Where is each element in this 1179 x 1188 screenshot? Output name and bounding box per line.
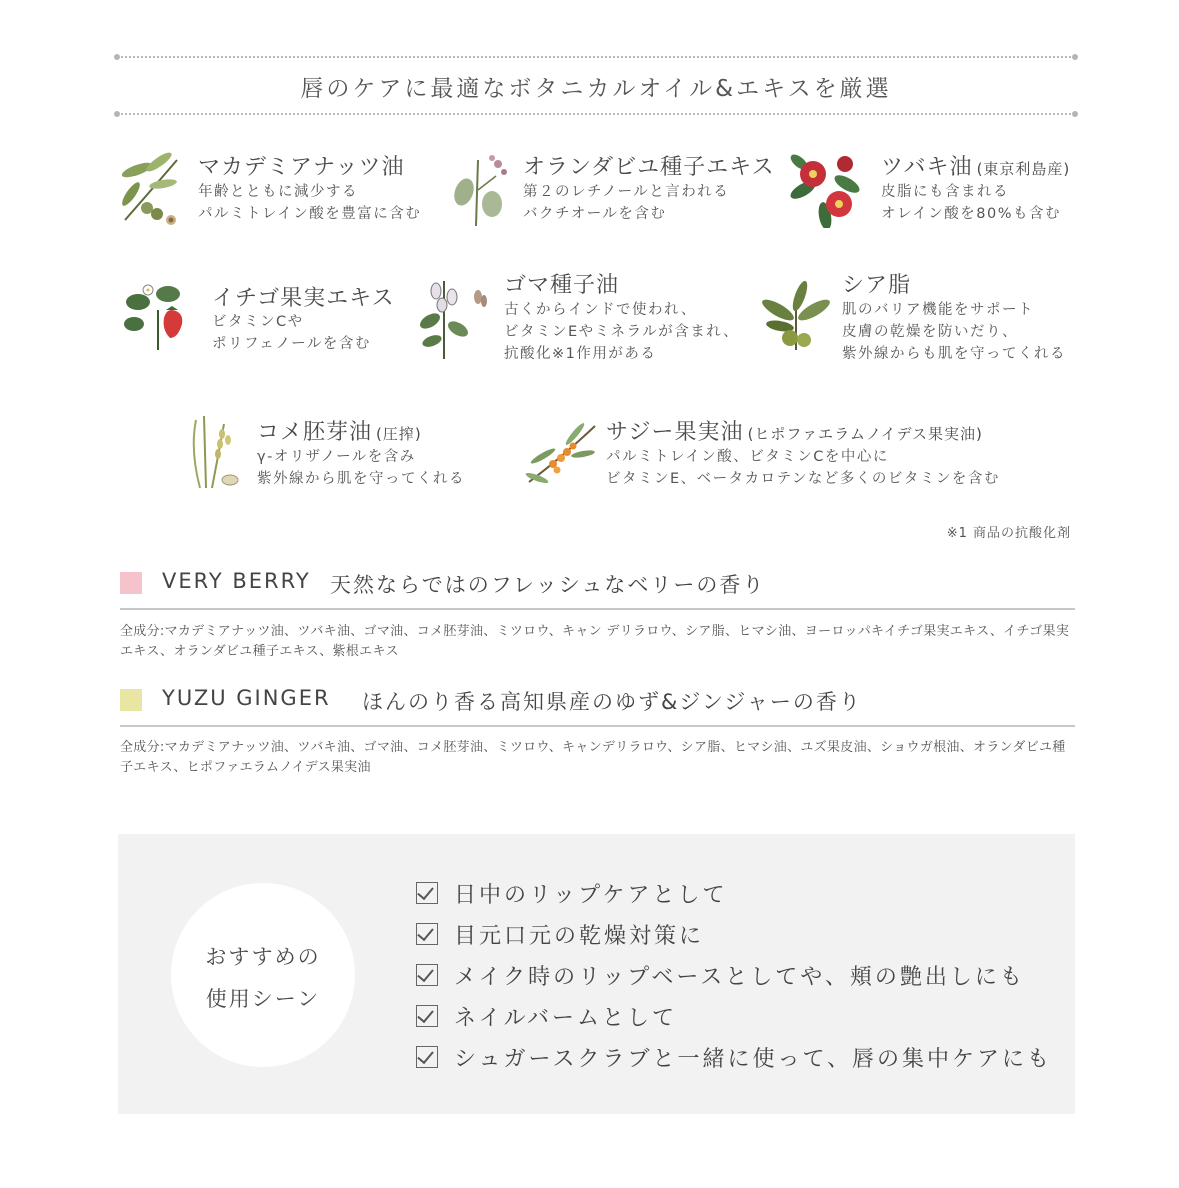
ingredient-desc: 肌のバリア機能をサポート 皮膚の乾燥を防いだり、 紫外線からも肌を守ってくれる bbox=[842, 302, 1066, 362]
ingredient-desc: 第２のレチノールと言われる バクチオールを含む bbox=[523, 184, 730, 222]
color-swatch bbox=[120, 689, 142, 711]
checkbox-icon bbox=[416, 882, 438, 904]
ingredient-name: イチゴ果実エキス bbox=[212, 286, 395, 311]
ingredient-desc: 古くからインドで使われ、 ビタミンEやミネラルが含まれ、 抗酸化※1作用がある bbox=[504, 302, 740, 362]
psoralea-plant-icon bbox=[448, 150, 510, 228]
variant-description: 天然ならではのフレッシュなベリーの香り bbox=[330, 573, 766, 597]
usage-item-text: 日中のリップケアとして bbox=[454, 883, 728, 908]
ingredients-list: 全成分:マカデミアナッツ油、ツバキ油、ゴマ油、コメ胚芽油、ミツロウ、キャン デリラロウ、シア脂、ヒマシ油、ヨーロッパキイチゴ果実エキス、イチゴ果実エキス、オランダビユ種子エキス、紫根エキス bbox=[120, 624, 1070, 659]
camellia-flower-icon bbox=[785, 150, 865, 228]
variant-name: YUZU GINGER bbox=[162, 686, 331, 710]
variant-heading bbox=[120, 568, 1075, 610]
ingredient-name: マカデミアナッツ油 bbox=[198, 155, 405, 180]
usage-title-line2: 使用シーン bbox=[205, 987, 321, 1011]
ingredient-desc: パルミトレイン酸、ビタミンCを中心に ビタミンE、ベータカロテンなど多くのビタミンを含む bbox=[606, 449, 1000, 487]
sea-buckthorn-icon bbox=[523, 418, 599, 488]
checkbox-icon bbox=[416, 1046, 438, 1068]
macadamia-leaf-icon bbox=[117, 150, 185, 228]
bottom-divider bbox=[117, 113, 1075, 115]
ingredient-name: サジー果実油 (ヒポファエラムノイデス果実油) bbox=[606, 420, 983, 445]
shea-nut-icon bbox=[760, 280, 832, 352]
usage-item-text: シュガースクラブと一緒に使って、唇の集中ケアにも bbox=[454, 1047, 1053, 1072]
ingredient-desc: 皮脂にも含まれる オレイン酸を80%も含む bbox=[881, 184, 1062, 222]
usage-item-text: 目元口元の乾燥対策に bbox=[454, 924, 705, 949]
ingredient-name: シア脂 bbox=[842, 273, 912, 298]
checkbox-icon bbox=[416, 964, 438, 986]
rice-plant-icon bbox=[190, 410, 244, 490]
ingredient-name: ゴマ種子油 bbox=[504, 273, 620, 298]
variant-description: ほんのり香る高知県産のゆず&ジンジャーの香り bbox=[362, 690, 862, 714]
usage-item-text: ネイルバームとして bbox=[454, 1006, 678, 1031]
ingredient-desc: γ-オリザノールを含み 紫外線から肌を守ってくれる bbox=[257, 449, 465, 487]
ingredients-list: 全成分:マカデミアナッツ油、ツバキ油、ゴマ油、コメ胚芽油、ミツロウ、キャンデリラロウ、シア脂、ヒマシ油、ユズ果皮油、ショウガ根油、オランダビユ種子エキス、ヒポファエラムノイデス果実油 bbox=[120, 740, 1066, 775]
variant-name: VERY BERRY bbox=[162, 569, 311, 593]
footnote: ※1 商品の抗酸化剤 bbox=[946, 526, 1071, 541]
ingredient-name: コメ胚芽油 (圧搾) bbox=[257, 420, 422, 445]
strawberry-icon bbox=[120, 280, 196, 352]
usage-title-line1: おすすめの bbox=[205, 945, 321, 969]
ingredient-desc: 年齢とともに減少する パルミトレイン酸を豊富に含む bbox=[198, 184, 422, 222]
checkbox-icon bbox=[416, 1005, 438, 1027]
page-title: 唇のケアに最適なボタニカルオイル&エキスを厳選 bbox=[300, 76, 892, 102]
ingredient-name: ツバキ油 (東京利島産) bbox=[881, 155, 1071, 180]
sesame-plant-icon bbox=[414, 275, 492, 361]
ingredient-desc: ビタミンCや ポリフェノールを含む bbox=[212, 314, 371, 352]
top-divider bbox=[117, 56, 1075, 58]
color-swatch bbox=[120, 572, 142, 594]
variant-heading bbox=[120, 685, 1075, 727]
checkbox-icon bbox=[416, 923, 438, 945]
usage-item-text: メイク時のリップベースとしてや、頬の艶出しにも bbox=[454, 965, 1025, 990]
usage-title-circle bbox=[171, 883, 355, 1067]
usage-panel bbox=[118, 834, 1075, 1114]
ingredient-name: オランダビユ種子エキス bbox=[523, 155, 775, 180]
